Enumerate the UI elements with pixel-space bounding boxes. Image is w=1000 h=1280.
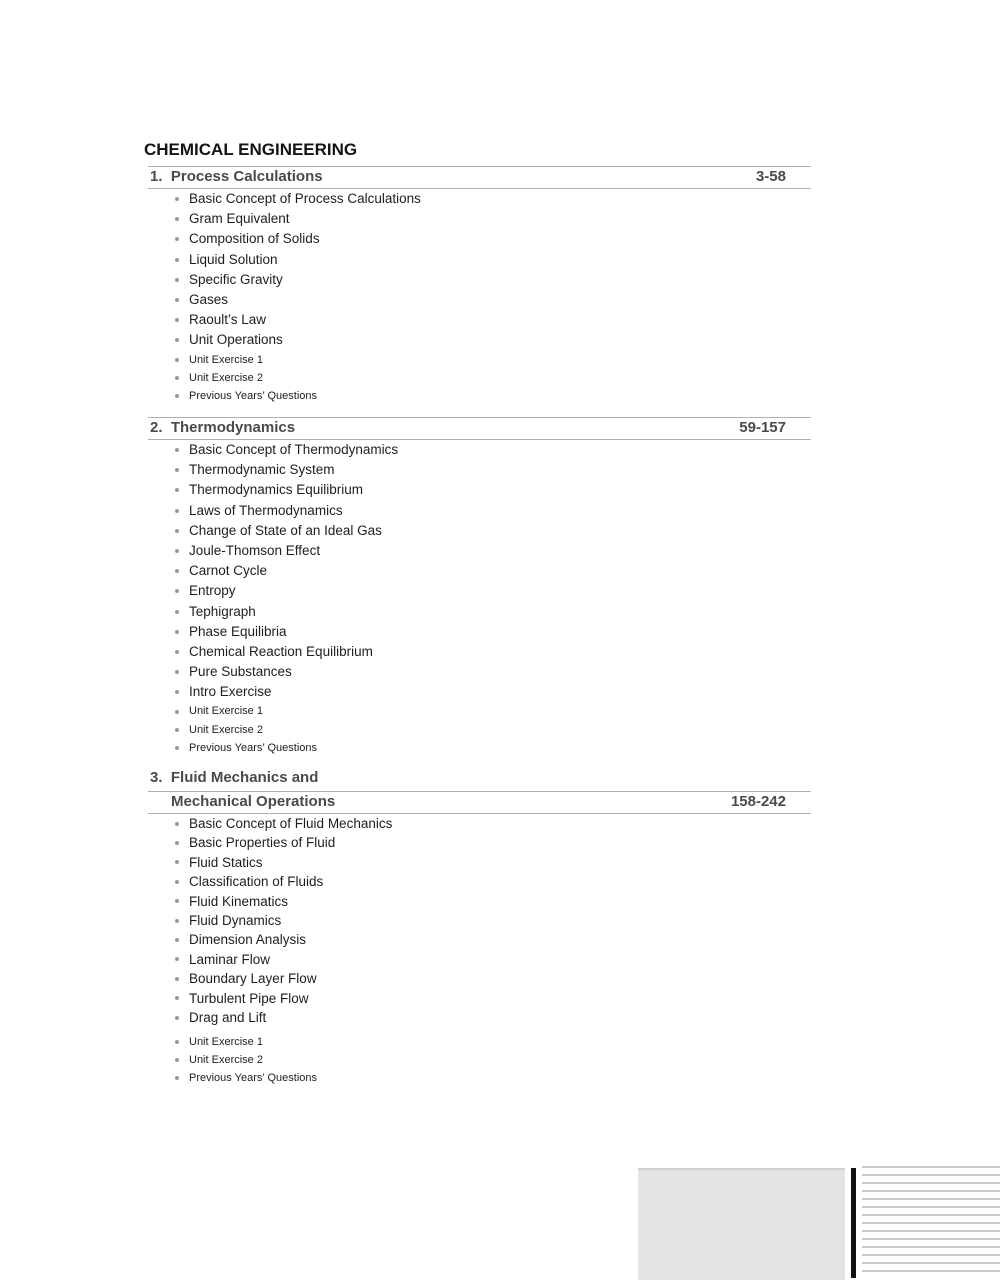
bullet-icon [175,549,179,553]
chapter-2-topic-list [148,440,811,758]
bullet-icon [175,610,179,614]
bullet-icon [175,318,179,322]
footer-stripe-pattern [862,1166,1000,1278]
bullet-icon [175,1016,179,1020]
topic-item[interactable]: Gases [148,290,811,310]
exercise-item[interactable]: Unit Exercise 1 [148,351,811,369]
bullet-icon [175,468,179,472]
bullet-icon [175,977,179,981]
topic-item[interactable]: Intro Exercise [148,682,811,702]
exercise-item[interactable]: Unit Exercise 2 [148,721,811,739]
exercise-item[interactable]: Previous Years’ Questions [148,387,811,405]
bullet-icon [175,899,179,903]
bullet-icon [175,589,179,593]
chapter-2-page-range: 59-157 [739,419,786,436]
topic-item[interactable]: Basic Concept of Thermodynamics [148,440,811,460]
bullet-icon [175,278,179,282]
topic-item[interactable]: Raoult’s Law [148,310,811,330]
exercise-item[interactable]: Previous Years’ Questions [148,739,811,757]
chapter-3-header[interactable] [148,791,811,814]
bullet-icon [175,258,179,262]
topic-item[interactable]: Joule-Thomson Effect [148,541,811,561]
bullet-icon [175,358,179,362]
topic-item[interactable]: Classification of Fluids [148,872,811,891]
topic-item[interactable]: Liquid Solution [148,250,811,270]
bullet-icon [175,488,179,492]
bullet-icon [175,448,179,452]
topic-item[interactable]: Pure Substances [148,662,811,682]
bullet-icon [175,822,179,826]
topic-item[interactable]: Chemical Reaction Equilibrium [148,642,811,662]
exercise-item[interactable]: Unit Exercise 2 [148,1051,811,1069]
chapter-2-title: 2. Thermodynamics [150,419,296,436]
topic-item[interactable]: Change of State of an Ideal Gas [148,521,811,541]
topic-item[interactable]: Fluid Dynamics [148,911,811,930]
bullet-icon [175,728,179,732]
footer-grey-panel [638,1168,845,1280]
bullet-icon [175,957,179,961]
bullet-icon [175,1076,179,1080]
topic-item[interactable]: Turbulent Pipe Flow [148,989,811,1008]
topic-item[interactable]: Composition of Solids [148,229,811,249]
exercise-item[interactable]: Previous Years’ Questions [148,1069,811,1087]
topic-item[interactable]: Gram Equivalent [148,209,811,229]
topic-item[interactable]: Thermodynamics Equilibrium [148,480,811,500]
topic-item[interactable]: Fluid Statics [148,853,811,872]
topic-item[interactable]: Specific Gravity [148,270,811,290]
chapter-3-topic-list [148,814,811,1087]
bullet-icon [175,650,179,654]
bullet-icon [175,710,179,714]
bullet-icon [175,996,179,1000]
bullet-icon [175,690,179,694]
topic-item[interactable]: Laws of Thermodynamics [148,501,811,521]
chapter-1-page-range: 3-58 [755,168,786,185]
exercise-item[interactable]: Unit Exercise 1 [148,702,811,720]
bullet-icon [175,509,179,513]
topic-item[interactable]: Dimension Analysis [148,930,811,949]
topic-item[interactable]: Phase Equilibria [148,622,811,642]
bullet-icon [175,919,179,923]
bullet-icon [175,338,179,342]
bullet-icon [175,298,179,302]
chapter-1-section [148,166,811,406]
topic-item[interactable]: Thermodynamic System [148,460,811,480]
exercise-item[interactable]: Unit Exercise 1 [148,1033,811,1051]
topic-item[interactable]: Fluid Kinematics [148,892,811,911]
footer-black-bar [851,1168,856,1278]
bullet-icon [175,1058,179,1062]
topic-item[interactable]: Laminar Flow [148,950,811,969]
bullet-icon [175,670,179,674]
topic-item[interactable]: Drag and Lift [148,1008,811,1027]
chapter-1-header[interactable] [148,166,811,189]
bullet-icon [175,938,179,942]
bullet-icon [175,217,179,221]
bullet-icon [175,746,179,750]
bullet-icon [175,880,179,884]
topic-item[interactable]: Entropy [148,581,811,601]
chapter-1-title: 1. Process Calculations [150,168,323,185]
bullet-icon [175,197,179,201]
topic-item[interactable]: Unit Operations [148,330,811,350]
topic-item[interactable]: Basic Concept of Process Calculations [148,189,811,209]
exercise-item[interactable]: Unit Exercise 2 [148,369,811,387]
bullet-icon [175,630,179,634]
bullet-icon [175,569,179,573]
bullet-icon [175,1040,179,1044]
document-title: CHEMICAL ENGINEERING [144,140,358,159]
chapter-2-header[interactable] [148,417,811,440]
bullet-icon [175,237,179,241]
chapter-2-section [148,417,811,758]
bullet-icon [175,529,179,533]
bullet-icon [175,394,179,398]
chapter-3-title-line-1: 3. Fluid Mechanics and [150,769,319,786]
topic-item[interactable]: Basic Concept of Fluid Mechanics [148,814,811,833]
topic-item[interactable]: Carnot Cycle [148,561,811,581]
chapter-3-page-range: 158-242 [730,793,786,810]
chapter-1-topic-list [148,189,811,406]
chapter-3-section [148,769,811,1087]
bullet-icon [175,841,179,845]
topic-item[interactable]: Tephigraph [148,602,811,622]
topic-item[interactable]: Boundary Layer Flow [148,969,811,988]
bullet-icon [175,860,179,864]
bullet-icon [175,376,179,380]
topic-item[interactable]: Basic Properties of Fluid [148,833,811,852]
chapter-3-title-line-2: Mechanical Operations [171,793,336,810]
